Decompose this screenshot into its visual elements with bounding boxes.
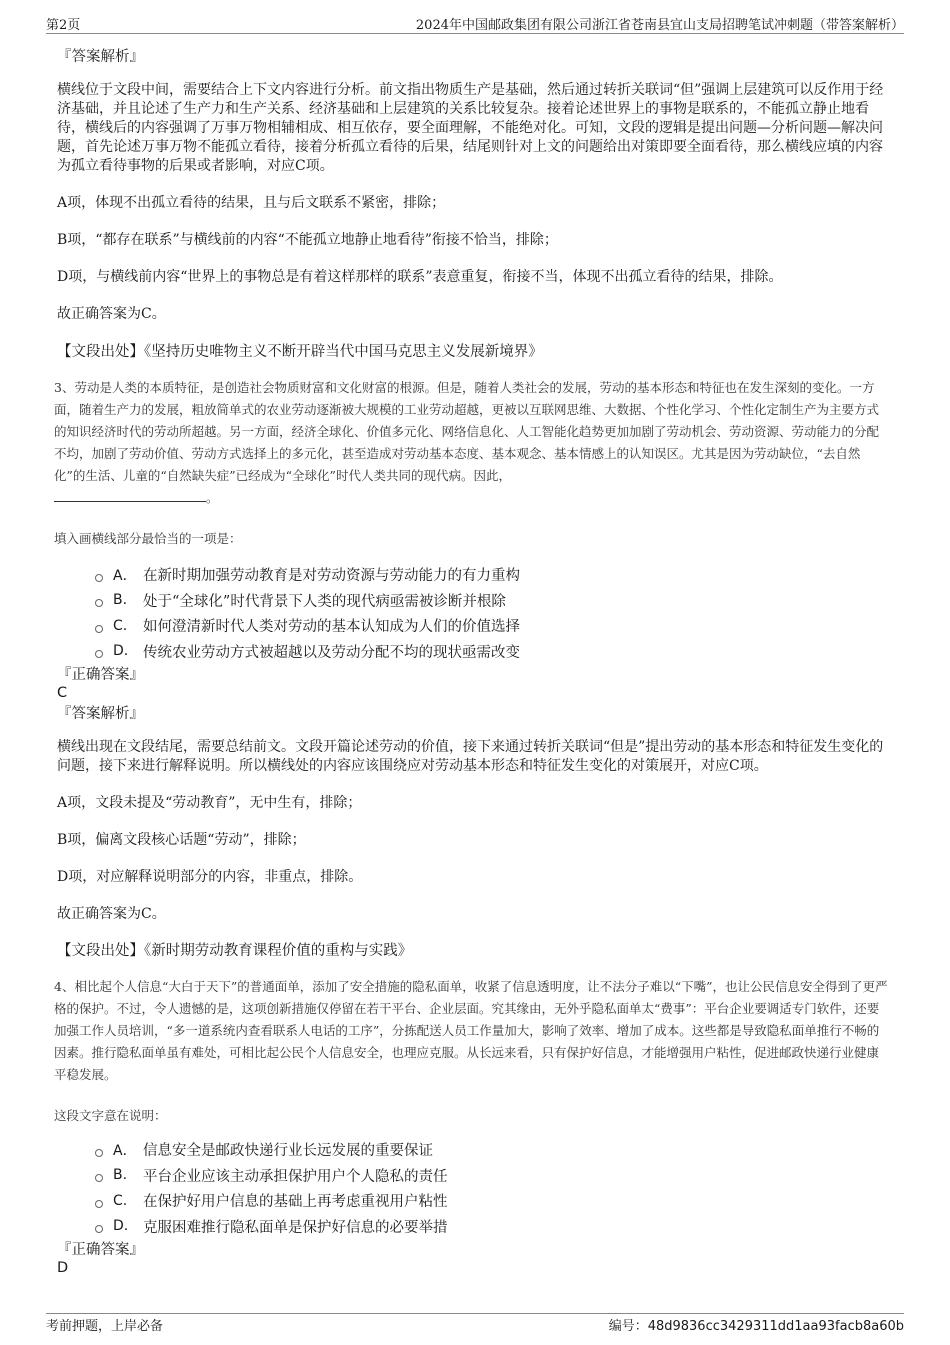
q3-option-b[interactable] [95,588,888,614]
q2-source: 【文段出处】《坚持历史唯物主义不断开辟当代中国马克思主义发展新境界》 [57,344,543,360]
radio-icon[interactable] [95,1149,103,1157]
q3-analysis: 横线出现在文段结尾，需要总结前文。文段开篇论述劳动的价值，接下来通过转折关联词“但是”提出劳动的基本形态和特征发生变化的问题，接下来进行解释说明。所以横线处的内容应该围绕应对劳动基本形态和特征发生变化的对策展开，对应C项。 [57,739,884,774]
page-footer [46,1313,904,1334]
q3-option-a[interactable] [95,562,888,588]
q3-options [57,562,888,664]
page-content [54,48,888,1277]
option-letter: A． [113,1142,137,1159]
radio-icon[interactable] [95,625,103,633]
q4-option-d[interactable] [95,1214,888,1240]
code-label: 编号： [608,1319,648,1334]
q4-answer-label: 『正确答案』 [57,1242,144,1258]
q3-prompt: 填入画横线部分最恰当的一项是： [54,531,242,546]
document-title: 2024年中国邮政集团有限公司浙江省苍南县宜山支局招聘笔试冲刺题（带答案解析） [415,18,904,33]
radio-icon[interactable] [95,1174,103,1182]
option-text: 在新时期加强劳动教育是对劳动资源与劳动能力的有力重构 [143,568,520,585]
q2-analysis-label: 『答案解析』 [57,49,144,65]
option-text: 如何澄清新时代人类对劳动的基本认知成为人们的价值选择 [143,619,520,636]
q2-option-b-note: B项，“都存在联系”与横线前的内容“不能孤立地静止地看待”衔接不恰当，排除； [57,232,558,248]
q2-option-d-note: D项，与横线前内容“世界上的事物总是有着这样那样的联系”表意重复，衔接不当，体现不出孤立看待的结果，排除。 [57,269,783,285]
option-text: 信息安全是邮政快递行业长远发展的重要保证 [143,1143,433,1160]
option-text: 在保护好用户信息的基础上再考虑重视用户粘性 [143,1194,448,1211]
page-number: 第2页 [46,18,81,33]
q3-option-d[interactable] [95,639,888,665]
radio-icon[interactable] [95,1225,103,1233]
q2-option-a-note: A项，体现不出孤立看待的结果，且与后文联系不紧密，排除； [57,195,446,211]
option-letter: C. [113,617,128,634]
q2-conclusion: 故正确答案为C。 [57,306,166,322]
radio-icon[interactable] [95,574,103,582]
option-letter: B. [113,1167,128,1184]
q4-question: 4、相比起个人信息“大白于天下”的普通面单，添加了安全措施的隐私面单，收紧了信息透明度，让不法分子难以“下嘴”，也让公民信息安全得到了更严格的保护。不过，令人遗憾的是，这项创新措施仅停留在若干平台、企业层面。究其缘由，无外乎隐私面单太“费事”：平台企业要调适专门软件，还要加强工作人员培训，“多一道系统内查看联系人电话的工序”，分拣配送人员工作量加大，影响了效率、增加了成本。这些都是导致隐私面单推行不畅的因素。推行隐私面单虽有难处，可相比起公民个人信息安全，也理应克服。从长远来看，只有保护好信息，才能增强用户粘性，促进邮政快递行业健康平稳发展。 [54,979,888,1082]
option-letter: B. [113,592,128,609]
q3-blank-line [54,487,206,502]
code-value: 48d9836cc3429311dd1aa93facb8a60b [647,1319,904,1334]
document-code [609,1315,904,1334]
radio-icon[interactable] [95,650,103,658]
q2-analysis: 横线位于文段中间，需要结合上下文内容进行分析。前文指出物质生产是基础，然后通过转折关联词“但”强调上层建筑可以反作用于经济基础，并且论述了生产力和生产关系、经济基础和上层建筑的关系比较复杂。接着论述世界上的事物是联系的，不能孤立静止地看待，横线后的内容强调了万事万物相辅相成、相互依存，要全面理解，不能绝对化。可知，文段的逻辑是提出问题—分析问题—解决问题，首先论述万事万物不能孤立看待，接着分析孤立看待的后果，结尾则针对上文的问题给出对策即要全面看待，那么横线应填的内容为孤立看待事物的后果或者影响，对应C项。 [57,82,884,174]
q3-blank-end: 。 [206,490,219,505]
q4-options [57,1137,888,1239]
q3-option-a-note: A项，文段未提及“劳动教育”，无中生有，排除； [57,795,362,811]
q4-option-b[interactable] [95,1163,888,1189]
option-text: 克服困难推行隐私面单是保护好信息的必要举措 [143,1219,448,1236]
option-letter: D. [113,643,129,660]
q4-prompt: 这段文字意在说明： [54,1108,167,1123]
q3-source: 【文段出处】《新时期劳动教育课程价值的重构与实践》 [57,943,413,959]
q3-option-b-note: B项，偏离文段核心话题“劳动”，排除； [57,832,306,848]
q3-question-text: 3、劳动是人类的本质特征，是创造社会物质财富和文化财富的根源。但是，随着人类社会的发展，劳动的基本形态和特征也在发生深刻的变化。一方面，随着生产力的发展，粗放简单式的农业劳动逐渐被大规模的工业劳动超越，更被以互联网思维、大数据、个性化学习、个性化定制生产为主要方式的知识经济时代的劳动所超越。另一方面，经济全球化、价值多元化、网络信息化、人工智能化趋势更加加剧了劳动机会、劳动资源、劳动能力的分配不均，加剧了劳动价值、劳动方式选择上的多元化，甚至造成对劳动基本态度、基本观念、基本情感上的认知误区。尤其是因为劳动缺位，“去自然化”的生活、儿童的“自然缺失症”已经成为“全球化”时代人类共同的现代病。因此， [54,380,880,483]
option-letter: A． [113,567,137,584]
option-text: 处于“全球化”时代背景下人类的现代病亟需被诊断并根除 [143,593,506,610]
q3-option-c[interactable] [95,613,888,639]
option-letter: D. [113,1218,129,1235]
footer-slogan: 考前押题，上岸必备 [46,1319,164,1334]
q3-conclusion: 故正确答案为C。 [57,906,166,922]
q3-option-d-note: D项，对应解释说明部分的内容，非重点，排除。 [57,869,363,885]
radio-icon[interactable] [95,599,103,607]
page-header [46,13,904,34]
q3-analysis-label: 『答案解析』 [57,706,144,722]
q4-option-c[interactable] [95,1188,888,1214]
option-text: 传统农业劳动方式被超越以及劳动分配不均的现状亟需改变 [143,644,520,661]
q4-answer: D [57,1260,69,1276]
q4-option-a[interactable] [95,1137,888,1163]
q3-answer: C [57,685,68,701]
radio-icon[interactable] [95,1200,103,1208]
q3-answer-label: 『正确答案』 [57,667,144,683]
option-text: 平台企业应该主动承担保护用户个人隐私的责任 [143,1168,448,1185]
option-letter: C. [113,1192,128,1209]
q3-question [54,377,888,509]
